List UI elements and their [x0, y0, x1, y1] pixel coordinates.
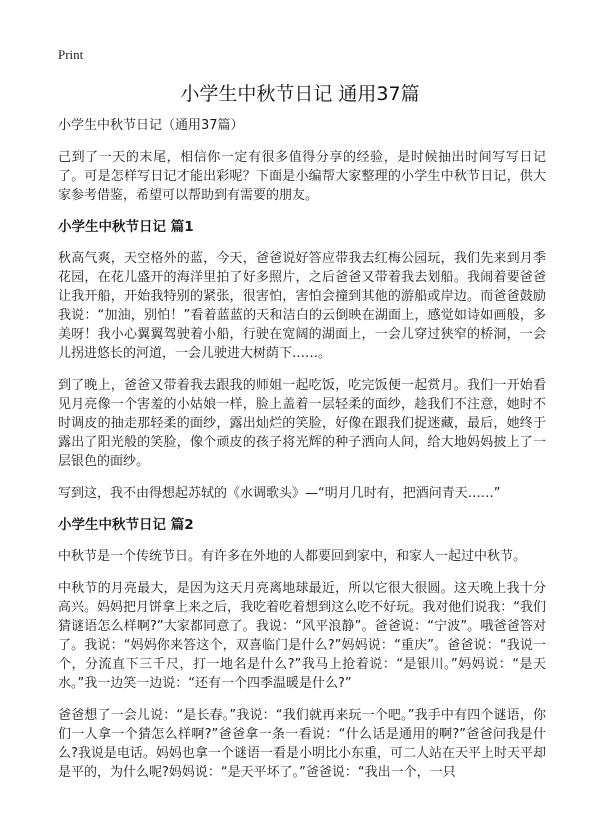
section-1-paragraph-3: 写到这，我不由得想起苏轼的《水调歌头》—“明月几时有，把酒问青天……” [58, 486, 501, 501]
section-heading-2: 小学生中秋节日记 篇2 [58, 517, 194, 533]
page-title: 小学生中秋节日记 通用37篇 [180, 83, 420, 105]
section-1-paragraph-2: 到了晚上，爸爸又带着我去跟我的师姐一起吃饭，吃完饭便一起赏月。我们一开始看见月亮像一个害羞的小姑娘一样，脸上盖着一层轻柔的面纱，趁我们不注意，她时不时调皮的抽走那轻柔的面纱，露出灿烂的笑脸，好像在跟我们捉迷藏，最后，她终于露出了阳光般的笑脸，像个顽皮的孩子将光辉的种子洒向人间，给大地妈妈披上了一层银色的面纱。 [58, 378, 546, 469]
section-heading-1: 小学生中秋节日记 篇1 [58, 219, 194, 235]
print-link[interactable]: Print [58, 47, 84, 62]
article-body [58, 116, 546, 795]
section-2-paragraph-1: 中秋节是一个传统节日。有许多在外地的人都要回到家中，和家人一起过中秋节。 [58, 549, 527, 564]
section-2-paragraph-2: 中秋节的月亮最大，是因为这天月亮离地球最近，所以它很大很圆。这天晚上我十分高兴。妈妈把月饼拿上来之后，我吃着吃着想到这么吃不好玩。我对他们说我：“我们猜谜语怎么样啊?”大家都同意了。我说：“风平浪静”。爸爸说：“宁波”。哦爸爸答对了。我说：“妈妈你来答这个，双喜临门是什么?”妈妈说：“重庆”。爸爸说：“我说一个，分流直下三千尺，打一地名是什么?”我马上抢着说：“是银川。”妈妈说：“是天水。”我一边笑一边说：“还有一个四季温暖是什么?” [58, 581, 546, 691]
article-subtitle: 小学生中秋节日记（通用37篇） [58, 118, 244, 133]
intro-paragraph: 己到了一天的末尾，相信你一定有很多值得分享的经验，是时候抽出时间写写日记了。可是怎样写日记才能出彩呢？下面是小编帮大家整理的小学生中秋节日记，供大家参考借鉴，希望可以帮助到有需要的朋友。 [58, 150, 546, 203]
section-1-paragraph-1: 秋高气爽，天空格外的蓝，今天，爸爸说好答应带我去红梅公园玩，我们先来到月季花园，在花儿盛开的海洋里拍了好多照片，之后爸爸又带着我去划船。我闹着要爸爸让我开船，开始我特别的紧张，很害怕，害怕会撞到其他的游船或岸边。而爸爸鼓励我说：“加油，别怕！”看着蓝蓝的天和洁白的云倒映在湖面上，感觉如诗如画般，多美呀！我小心翼翼驾驶着小船，行驶在宽阔的湖面上，一会儿穿过狭窄的桥洞，一会儿拐进悠长的河道，一会儿驶进大树荫下……。 [58, 251, 546, 361]
section-2-paragraph-3: 爸爸想了一会儿说：“是长春。”我说：“我们就再来玩一个吧。”我手中有四个谜语，你们一人拿一个猜怎么样啊?”爸爸拿一条一看说：“什么话是通用的啊?”爸爸问我是什么?我说是电话。妈妈也拿一个谜语一看是小明比小东重，可二人站在天平上时天平却是平的，为什么呢?妈妈说：“是天平坏了。”爸爸说：“我出一个，一只 [58, 708, 546, 780]
